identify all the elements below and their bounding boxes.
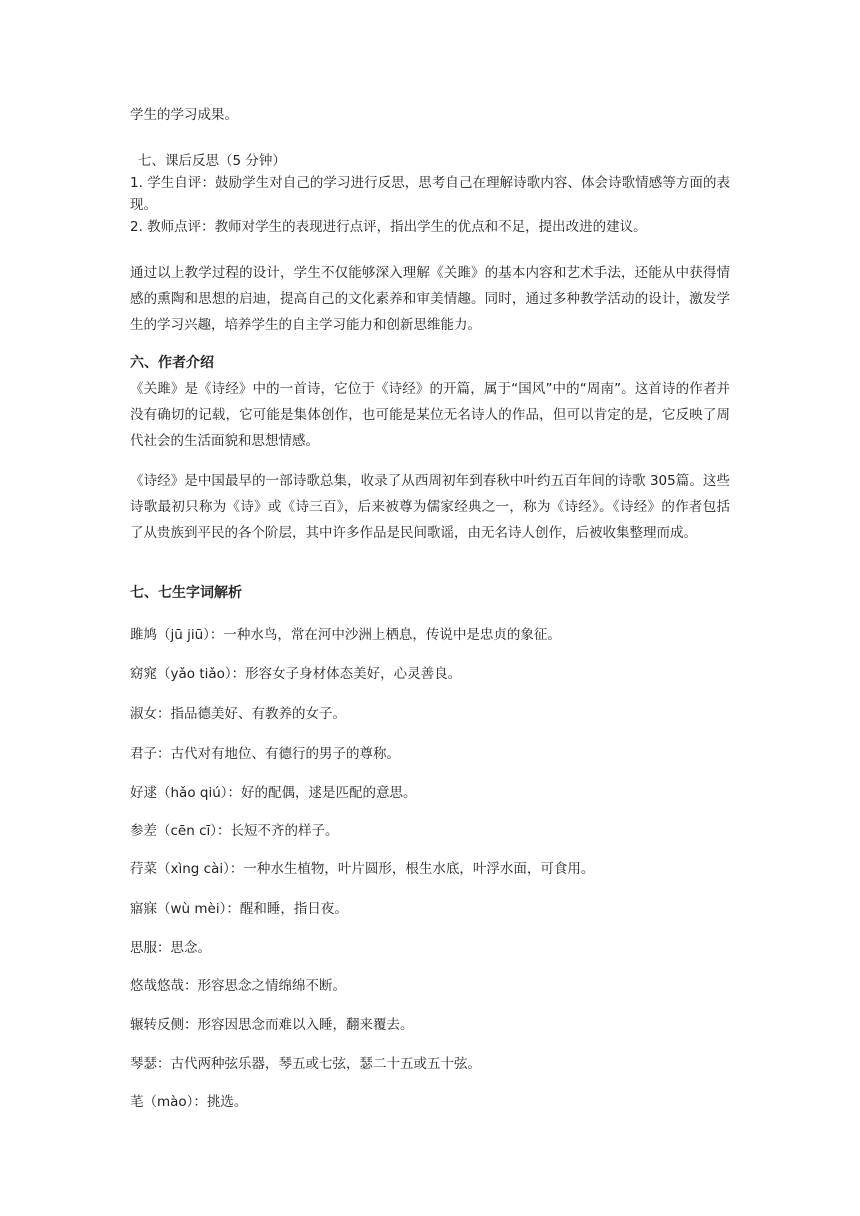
reflection-item-1: 1. 学生自评：鼓励学生对自己的学习进行反思，思考自己在理解诗歌内容、体会诗歌情感等方面的表现。 [130, 175, 730, 213]
author-paragraph-2: 《诗经》是中国最早的一部诗歌总集，收录了从西周初年到春秋中叶约五百年间的诗歌 305篇。这些诗歌最初只称为《诗》或《诗三百》，后来被尊为儒家经典之一，称为《诗经》。《诗经》的作者包括了从贵族到平民的各个阶层，其中许多作品是民间歌谣，由无名诗人创作，后被收集整理而成。 [130, 473, 730, 541]
intro-tail-text: 学生的学习成果。 [130, 107, 238, 123]
vocab-item: 辗转反侧：形容因思念而难以入睡，翻来覆去。 [130, 1017, 414, 1033]
vocab-item: 雎鸠（jū jiū）：一种水鸟，常在河中沙洲上栖息，传说中是忠贞的象征。 [130, 627, 561, 643]
vocab-section-heading: 七、七生字词解析 [130, 585, 242, 601]
vocab-item: 君子：古代对有地位、有德行的男子的尊称。 [130, 746, 400, 762]
reflection-title: 七、课后反思（5 分钟） [138, 153, 286, 169]
vocab-item: 芼（mào）：挑选。 [130, 1094, 248, 1110]
vocab-item: 荇菜（xìng cài）：一种水生植物，叶片圆形，根生水底，叶浮水面，可食用。 [130, 861, 595, 877]
vocab-item: 参差（cēn cī）：长短不齐的样子。 [130, 823, 339, 839]
vocab-item: 淑女：指品德美好、有教养的女子。 [130, 706, 346, 722]
vocab-item: 思服：思念。 [130, 940, 211, 956]
author-section-heading: 六、作者介绍 [130, 355, 214, 371]
vocab-item: 好逑（hǎo qiú）：好的配偶，逑是匹配的意思。 [130, 785, 417, 801]
summary-paragraph: 通过以上教学过程的设计，学生不仅能够深入理解《关雎》的基本内容和艺术手法，还能从中获得情感的熏陶和思想的启迪，提高自己的文化素养和审美情趣。同时，通过多种教学活动的设计，激发学生的学习兴趣，培养学生的自主学习能力和创新思维能力。 [130, 265, 730, 333]
reflection-item-2: 2. 教师点评：教师对学生的表现进行点评，指出学生的优点和不足，提出改进的建议。 [130, 219, 647, 235]
vocab-item: 寤寐（wù mèi）：醒和睡，指日夜。 [130, 901, 348, 917]
author-paragraph-1: 《关雎》是《诗经》中的一首诗，它位于《诗经》的开篇，属于“国风”中的“周南”。这首诗的作者并没有确切的记载，它可能是集体创作，也可能是某位无名诗人的作品，但可以肯定的是，它反映了周代社会的生活面貌和思想情感。 [130, 381, 730, 449]
vocab-item: 琴瑟：古代两种弦乐器，琴五或七弦，瑟二十五或五十弦。 [130, 1056, 481, 1072]
vocab-item: 悠哉悠哉：形容思念之情绵绵不断。 [130, 978, 346, 994]
vocab-item: 窈窕（yǎo tiǎo）：形容女子身材体态美好，心灵善良。 [130, 666, 462, 682]
